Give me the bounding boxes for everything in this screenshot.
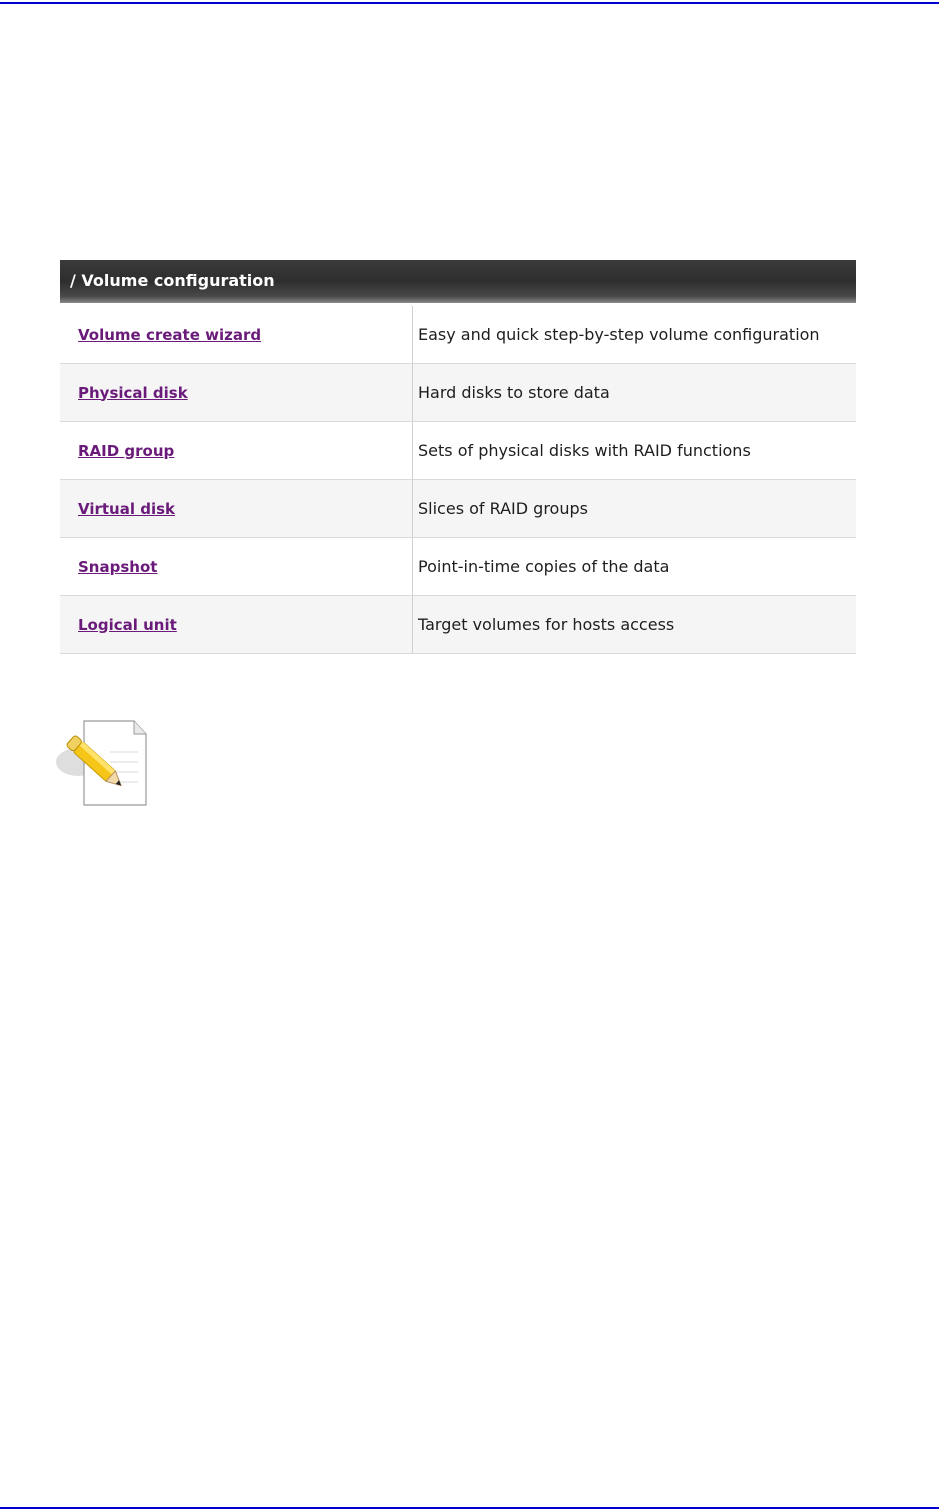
description-cell: Slices of RAID groups bbox=[418, 499, 588, 518]
panel-title: / Volume configuration bbox=[60, 260, 856, 303]
table-row bbox=[60, 306, 856, 364]
table-row bbox=[60, 480, 856, 538]
link-cell bbox=[60, 480, 413, 537]
description-cell: Hard disks to store data bbox=[418, 383, 610, 402]
table-row bbox=[60, 422, 856, 480]
description-cell: Sets of physical disks with RAID functions bbox=[418, 441, 751, 460]
link-cell bbox=[60, 538, 413, 595]
link-cell bbox=[60, 364, 413, 421]
link-cell bbox=[60, 422, 413, 479]
volume-create-wizard-link[interactable]: Volume create wizard bbox=[78, 325, 262, 344]
description-cell: Easy and quick step-by-step volume configuration bbox=[418, 325, 820, 344]
bottom-rule bbox=[0, 1507, 939, 1509]
link-cell bbox=[60, 306, 413, 363]
physical-disk-link[interactable]: Physical disk bbox=[78, 383, 188, 402]
top-rule bbox=[0, 2, 939, 4]
logical-unit-link[interactable]: Logical unit bbox=[78, 615, 177, 634]
table-row bbox=[60, 364, 856, 422]
link-cell bbox=[60, 596, 413, 653]
note-pencil-icon bbox=[52, 718, 148, 808]
table-row bbox=[60, 538, 856, 596]
snapshot-link[interactable]: Snapshot bbox=[78, 557, 158, 576]
raid-group-link[interactable]: RAID group bbox=[78, 441, 175, 460]
description-cell: Point-in-time copies of the data bbox=[418, 557, 670, 576]
description-cell: Target volumes for hosts access bbox=[418, 615, 675, 634]
volume-configuration-panel bbox=[60, 260, 856, 654]
virtual-disk-link[interactable]: Virtual disk bbox=[78, 499, 176, 518]
table-row bbox=[60, 596, 856, 654]
